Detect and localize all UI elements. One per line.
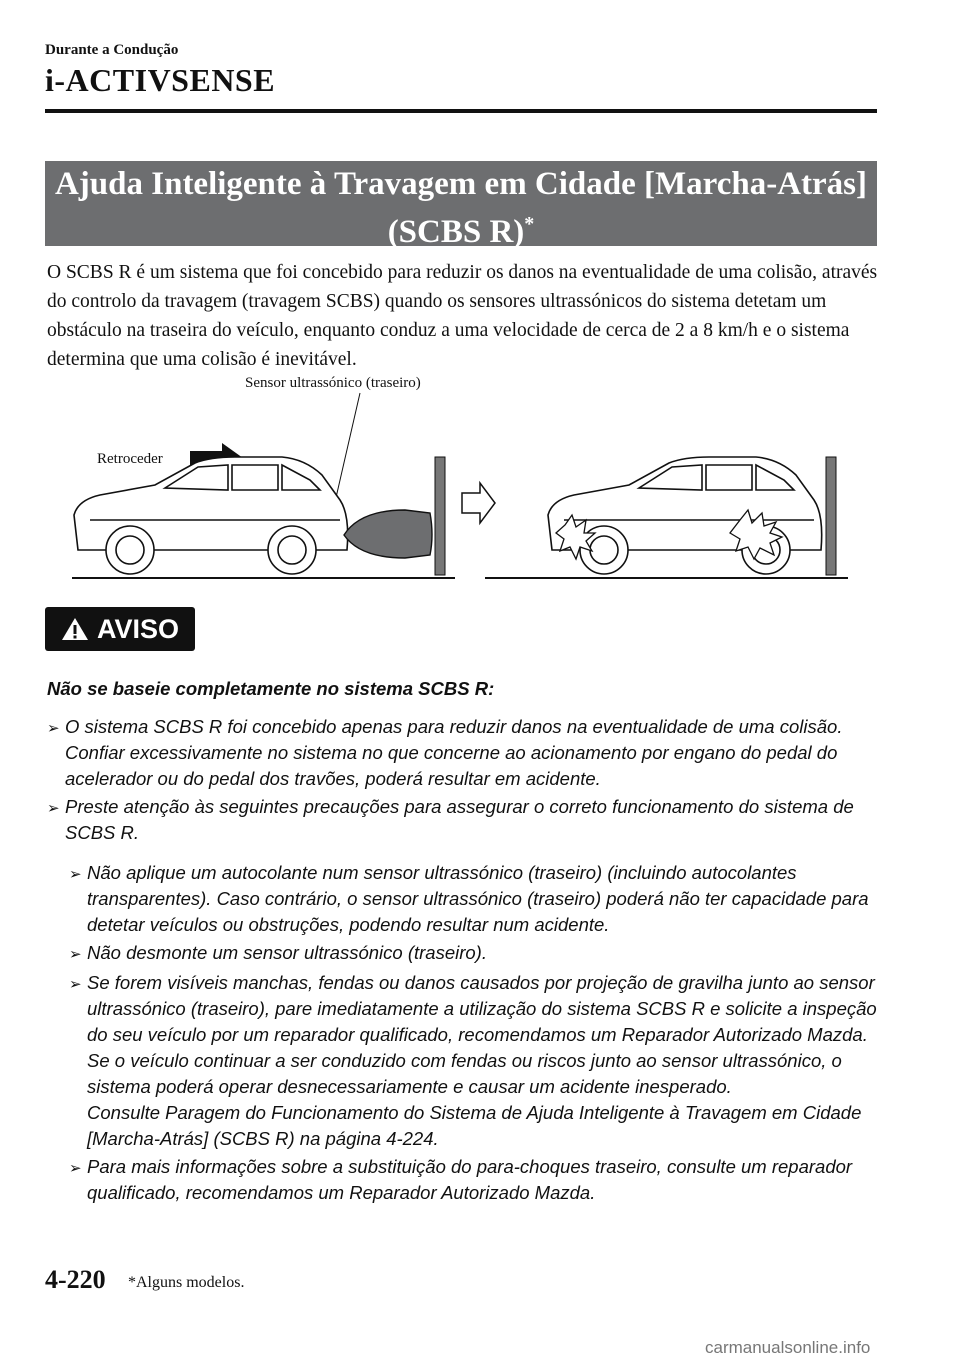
warning-body	[47, 676, 882, 1208]
list-item: ➢ O sistema SCBS R foi concebido apenas para reduzir danos na eventualidade de uma colisão. Confiar excessivamente no sistema no que concerne ao acionamento por engano do pedal do acelerador ou do pedal dos travões, poderá resultar em acidente.	[47, 714, 882, 792]
warning-lead: Não se baseie completamente no sistema SCBS R:	[47, 678, 495, 699]
bullet-arrow-icon: ➢	[69, 1160, 82, 1177]
page-number: 4-220	[45, 1265, 106, 1294]
warning-badge	[45, 607, 195, 651]
bullet-arrow-icon: ➢	[47, 800, 60, 817]
ultrasonic-wave	[344, 510, 432, 558]
warning-label: AVISO	[96, 613, 179, 644]
header-rule	[45, 109, 877, 113]
page-title-line2	[45, 204, 877, 252]
bullet-arrow-icon: ➢	[69, 946, 82, 963]
car-before	[74, 457, 348, 574]
list-item: ➢ Não aplique um autocolante num sensor ultrassónico (traseiro) (incluindo autocolantes transparentes). Caso contrário, o sensor ultrassónico (traseiro) poderá não ter capacidade para detetar veículos ou obstruções, podendo resultar num acidente.	[69, 860, 882, 938]
page-title-line1: Ajuda Inteligente à Travagem em Cidade [Marcha-Atrás]	[54, 166, 868, 202]
consult-reference: Consulte Paragem do Funcionamento do Sistema de Ajuda Inteligente à Travagem em Cidade [Marcha-Atrás] (SCBS R) na página 4-224.	[87, 1102, 862, 1149]
page-title-acronym: (SCBS R)	[387, 214, 525, 250]
wall-right	[826, 457, 836, 575]
list-item: ➢ Não desmonte um sensor ultrassónico (traseiro).	[69, 940, 882, 968]
car-after	[548, 457, 822, 574]
reverse-label: Retroceder	[97, 451, 163, 467]
list-item: ➢ Se forem visíveis manchas, fendas ou danos causados por projeção de gravilha junto ao sensor ultrassónico (traseiro), pare imediatamente a utilização do sistema SCBS R e solicite a inspeção do seu veículo por um reparador qualificado, recomendamos um Reparador Autorizado Mazda. Se o veículo continuar a ser conduzido com fendas ou riscos junto ao sensor ultrassónico, o sistema poderá operar desnecessariamente e causar um acidente inesperado. Consulte Paragem do Funcionamento do Sistema de Ajuda Inteligente à Travagem em Cidade [Marcha-Atrás] (SCBS R) na página 4-224.	[69, 970, 882, 1152]
watermark: carmanualsonline.info	[705, 1338, 871, 1357]
sensor-label: Sensor ultrassónico (traseiro)	[245, 375, 421, 391]
section-name: Durante a Condução	[45, 42, 179, 58]
bullet-arrow-icon: ➢	[69, 976, 82, 993]
page-title-box	[45, 161, 877, 250]
asterisk-mark: *	[524, 213, 535, 235]
footnote: *Alguns modelos.	[128, 1274, 245, 1291]
sub-list	[69, 860, 882, 1206]
scbs-illustration	[60, 375, 860, 590]
list-item: ➢ Para mais informações sobre a substituição do para-choques traseiro, consulte um reparador qualificado, recomendamos um Reparador Autorizado Mazda.	[69, 1154, 882, 1206]
list-item: ➢ Preste atenção às seguintes precauções para assegurar o correto funcionamento do sistema de SCBS R.	[47, 794, 882, 846]
chapter-title: i-ACTIVSENSE	[45, 62, 276, 98]
bullet-arrow-icon: ➢	[69, 866, 82, 883]
warning-triangle-icon	[61, 616, 89, 642]
transition-arrow-icon	[462, 483, 495, 523]
intro-paragraph: O SCBS R é um sistema que foi concebido para reduzir os danos na eventualidade de uma colisão, através do controlo da travagem (travagem SCBS) quando os sensores ultrassónicos do sistema detetam um obstáculo na traseira do veículo, enquanto conduz a uma velocidade de cerca de 2 a 8 km/h e o sistema determina que uma colisão é inevitável.	[47, 262, 878, 370]
wall-left	[435, 457, 445, 575]
bullet-arrow-icon: ➢	[47, 720, 60, 737]
